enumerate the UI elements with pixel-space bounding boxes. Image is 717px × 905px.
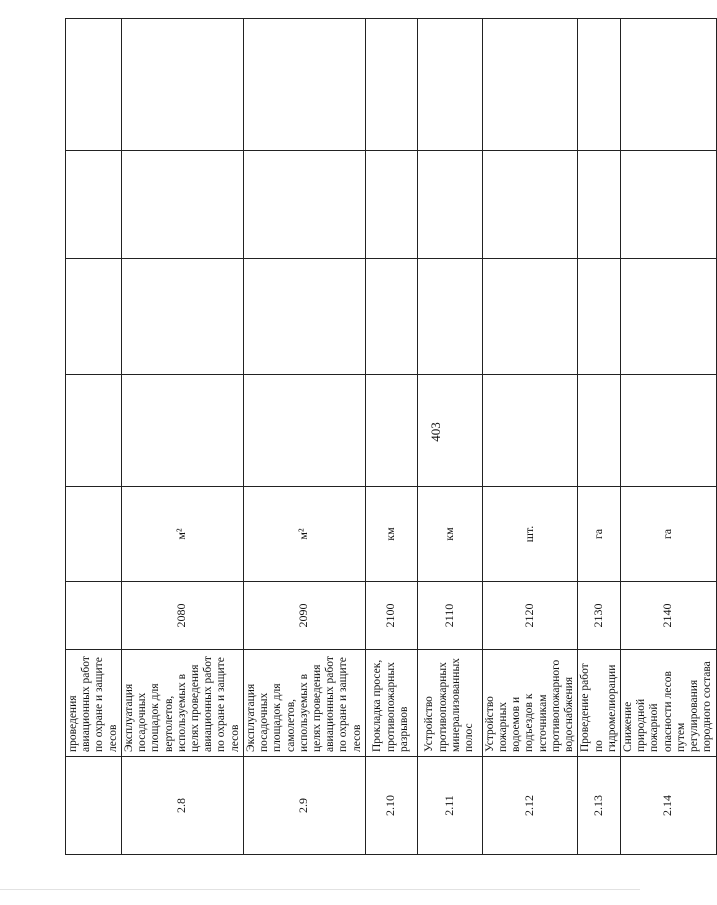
row-unit: га <box>578 487 621 582</box>
row-unit: км <box>365 487 417 582</box>
row-code: 2130 <box>578 582 621 650</box>
row-name: Устройство пожарных водоемов и подъездов к источникам противопожарного водоснабжения <box>482 650 578 757</box>
table-cell <box>578 259 621 375</box>
table-cell <box>121 375 243 487</box>
row-number <box>66 757 122 855</box>
row-number: 2.10 <box>365 757 417 855</box>
table-cell <box>243 375 365 487</box>
row-number: 2.14 <box>621 757 717 855</box>
table-cell <box>621 259 717 375</box>
table-body <box>66 19 717 855</box>
row-code: 2080 <box>121 582 243 650</box>
row-code: 2100 <box>365 582 417 650</box>
row-name: Эксплуатация посадочных площадок для самолетов, используемых в целях проведения авиационных работ по охране и защите лесов <box>243 650 365 757</box>
table-cell <box>621 375 717 487</box>
table-cell <box>482 151 578 259</box>
table-cell <box>482 259 578 375</box>
row-number: 2.8 <box>121 757 243 855</box>
row-number: 2.12 <box>482 757 578 855</box>
row-code <box>66 582 122 650</box>
row-number: 2.13 <box>578 757 621 855</box>
table-row <box>121 19 243 855</box>
table-cell <box>121 19 243 151</box>
table-cell <box>365 151 417 259</box>
table-row <box>243 19 365 855</box>
table-cell <box>66 151 122 259</box>
table-cell <box>417 151 482 259</box>
table-cell <box>621 151 717 259</box>
row-name: Эксплуатация посадочных площадок для вертолетов, используемых в целях проведения авиационных работ по охране и защите лесов <box>121 650 243 757</box>
row-name: Снижение природной пожарной опасности лесов путем регулирования породного состава <box>621 650 717 757</box>
table-cell <box>417 259 482 375</box>
table-row <box>621 19 717 855</box>
table-cell <box>621 19 717 151</box>
row-name: Прокладка просек, противопожарных разрывов <box>365 650 417 757</box>
row-unit: м² <box>121 487 243 582</box>
row-unit: м² <box>243 487 365 582</box>
row-number: 2.9 <box>243 757 365 855</box>
row-unit: шт. <box>482 487 578 582</box>
row-unit <box>66 487 122 582</box>
row-code: 2110 <box>417 582 482 650</box>
table-cell <box>121 151 243 259</box>
row-code: 2140 <box>621 582 717 650</box>
row-name: проведения авиационных работ по охране и защите лесов <box>66 650 122 757</box>
table-cell <box>365 375 417 487</box>
table-cell <box>578 375 621 487</box>
table-cell <box>66 375 122 487</box>
table-cell <box>482 19 578 151</box>
table-cell <box>66 19 122 151</box>
table-cell <box>417 375 482 487</box>
row-code: 2090 <box>243 582 365 650</box>
table-cell <box>121 259 243 375</box>
row-name: Устройство противопожарных минерализованных полос <box>417 650 482 757</box>
table-cell <box>243 19 365 151</box>
row-unit: га <box>621 487 717 582</box>
table-row <box>578 19 621 855</box>
table-row <box>417 19 482 855</box>
table-cell <box>417 19 482 151</box>
table-cell <box>482 375 578 487</box>
row-code: 2120 <box>482 582 578 650</box>
table-cell <box>365 259 417 375</box>
page-bottom-edge <box>0 889 640 890</box>
data-table <box>65 18 717 855</box>
row-unit: км <box>417 487 482 582</box>
table-row <box>66 19 122 855</box>
page-number: 403 <box>428 422 443 442</box>
table-cell <box>243 259 365 375</box>
table-cell <box>243 151 365 259</box>
table-cell <box>66 259 122 375</box>
row-number: 2.11 <box>417 757 482 855</box>
table-cell <box>578 19 621 151</box>
row-name: Проведение работ по гидромелиорации <box>578 650 621 757</box>
table-cell <box>578 151 621 259</box>
table-row <box>365 19 417 855</box>
data-table-rotated <box>65 19 714 855</box>
table-cell <box>365 19 417 151</box>
table-row <box>482 19 578 855</box>
